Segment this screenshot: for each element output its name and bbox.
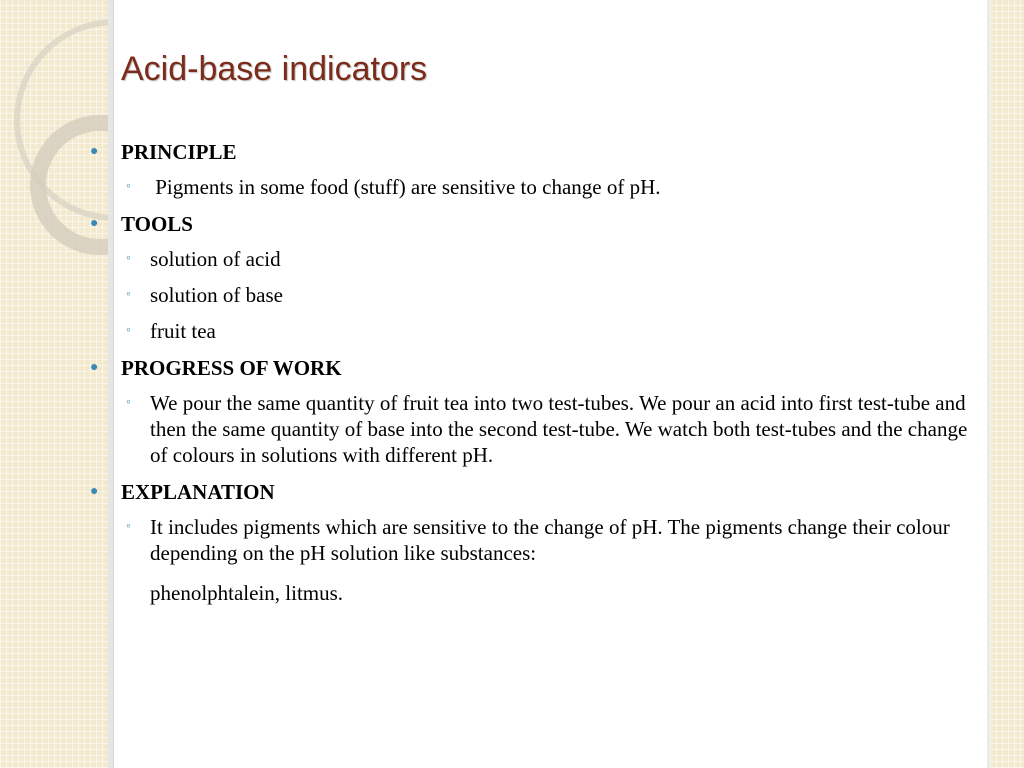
list-item-continuation: phenolphtalein, litmus. xyxy=(150,581,344,605)
item-text: Pigments in some food (stuff) are sensitive to change of pH. xyxy=(150,175,661,199)
list-item xyxy=(90,174,970,200)
bullet-dot-icon: ● xyxy=(90,216,99,231)
bullet-circle-icon: ◦ xyxy=(126,395,131,410)
list-item xyxy=(90,390,970,468)
bullet-circle-icon: ◦ xyxy=(126,179,131,194)
list-item xyxy=(90,282,970,308)
heading-text: TOOLS xyxy=(121,212,193,236)
list-item xyxy=(90,514,970,566)
bullet-circle-icon: ◦ xyxy=(126,323,131,338)
section-heading-explanation xyxy=(90,478,970,506)
bullet-circle-icon: ◦ xyxy=(126,519,131,534)
heading-text: PROGRESS OF WORK xyxy=(121,356,342,380)
item-text: fruit tea xyxy=(150,319,216,343)
heading-text: PRINCIPLE xyxy=(121,140,237,164)
bullet-circle-icon: ◦ xyxy=(126,287,131,302)
item-text: solution of acid xyxy=(150,247,281,271)
item-text: It includes pigments which are sensitive to the change of pH. The pigments change their colour depending on the pH solution like substances: xyxy=(150,515,950,565)
item-text: solution of base xyxy=(150,283,283,307)
bullet-dot-icon: ● xyxy=(90,484,99,499)
heading-text: EXPLANATION xyxy=(121,480,275,504)
bullet-dot-icon: ● xyxy=(90,144,99,159)
list-item xyxy=(90,318,970,344)
slide-content xyxy=(90,138,970,606)
section-heading-progress xyxy=(90,354,970,382)
slide-title: Acid-base indicators xyxy=(121,50,428,88)
list-item xyxy=(90,246,970,272)
bullet-dot-icon: ● xyxy=(90,360,99,375)
item-text: We pour the same quantity of fruit tea into two test-tubes. We pour an acid into first test-tube and then the same quantity of base into the second test-tube. We watch both test-tubes and the change of colours in solutions with different pH. xyxy=(150,391,968,467)
bullet-circle-icon: ◦ xyxy=(126,251,131,266)
right-decorative-panel xyxy=(990,0,1024,768)
section-heading-principle xyxy=(90,138,970,166)
section-heading-tools xyxy=(90,210,970,238)
